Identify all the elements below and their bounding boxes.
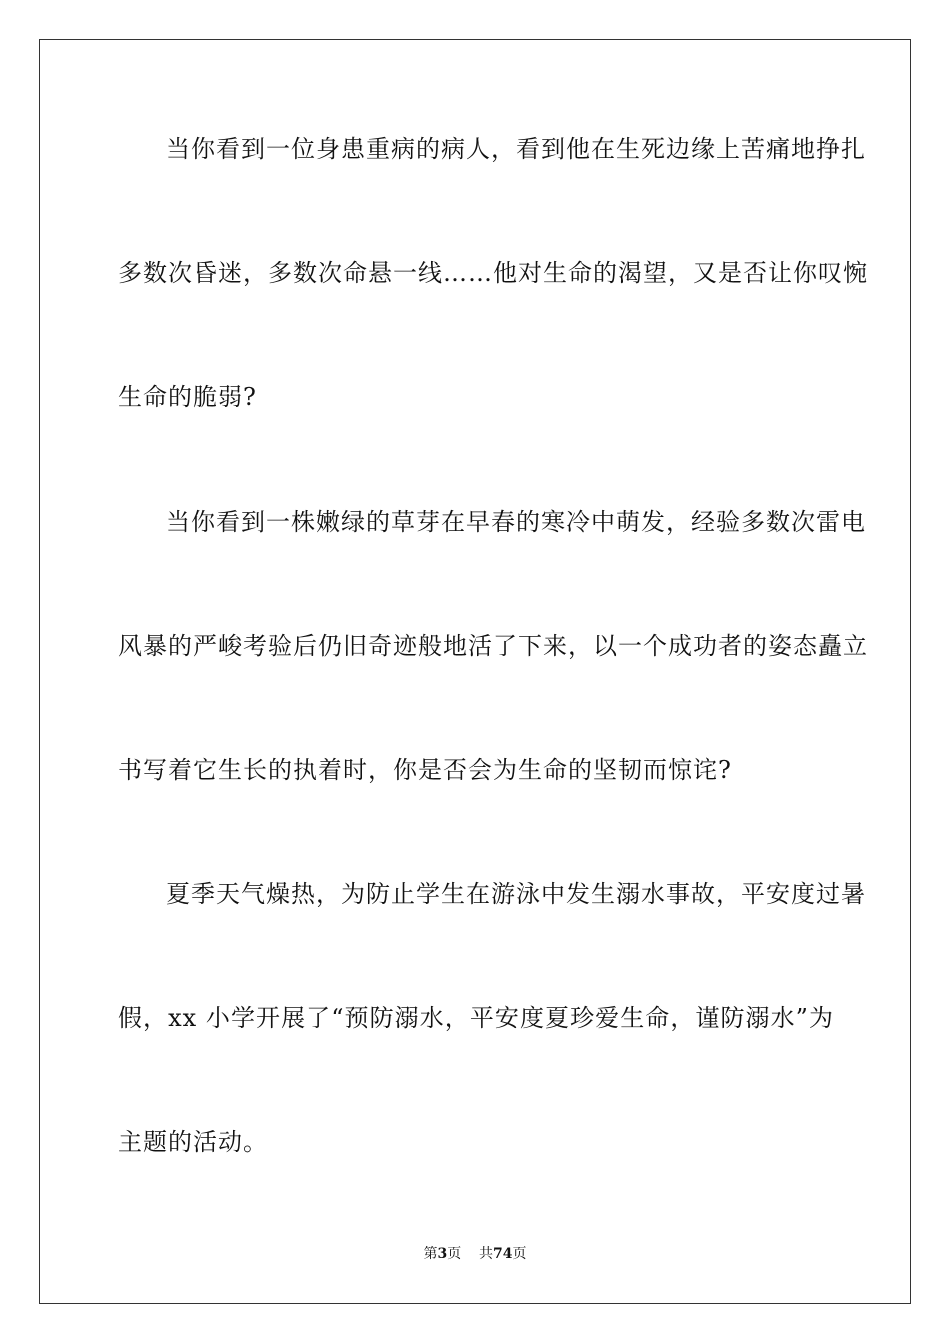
total-prefix: 共 <box>479 1246 494 1262</box>
page-number: 3 <box>437 1246 448 1262</box>
paragraph-3-line-1: 夏季天气燥热，为防止学生在游泳中发生溺水事故，平安度过暑 <box>166 880 866 908</box>
paragraph-2-line-3: 书写着它生长的执着时，你是否会为生命的坚韧而惊诧? <box>118 756 732 784</box>
total-suffix: 页 <box>512 1246 527 1262</box>
page-border <box>39 39 911 1304</box>
paragraph-2-line-2: 风暴的严峻考验后仍旧奇迹般地活了下来，以一个成功者的姿态矗立 <box>118 632 868 660</box>
paragraph-3-line-3: 主题的活动。 <box>118 1128 268 1156</box>
page-suffix: 页 <box>447 1246 462 1262</box>
paragraph-2-line-1: 当你看到一株嫩绿的草芽在早春的寒冷中萌发，经验多数次雷电 <box>166 508 866 536</box>
paragraph-3-line-2: 假，xx 小学开展了“预防溺水，平安度夏珍爱生命，谨防溺水”为 <box>118 1004 834 1032</box>
page-footer <box>0 1244 950 1264</box>
total-pages: 74 <box>493 1246 513 1262</box>
paragraph-1-line-1: 当你看到一位身患重病的病人，看到他在生死边缘上苦痛地挣扎 <box>166 135 866 163</box>
page-prefix: 第 <box>423 1246 438 1262</box>
paragraph-1-line-3: 生命的脆弱? <box>118 383 257 411</box>
paragraph-1-line-2: 多数次昏迷，多数次命悬一线……他对生命的渴望，又是否让你叹惋 <box>118 259 868 287</box>
